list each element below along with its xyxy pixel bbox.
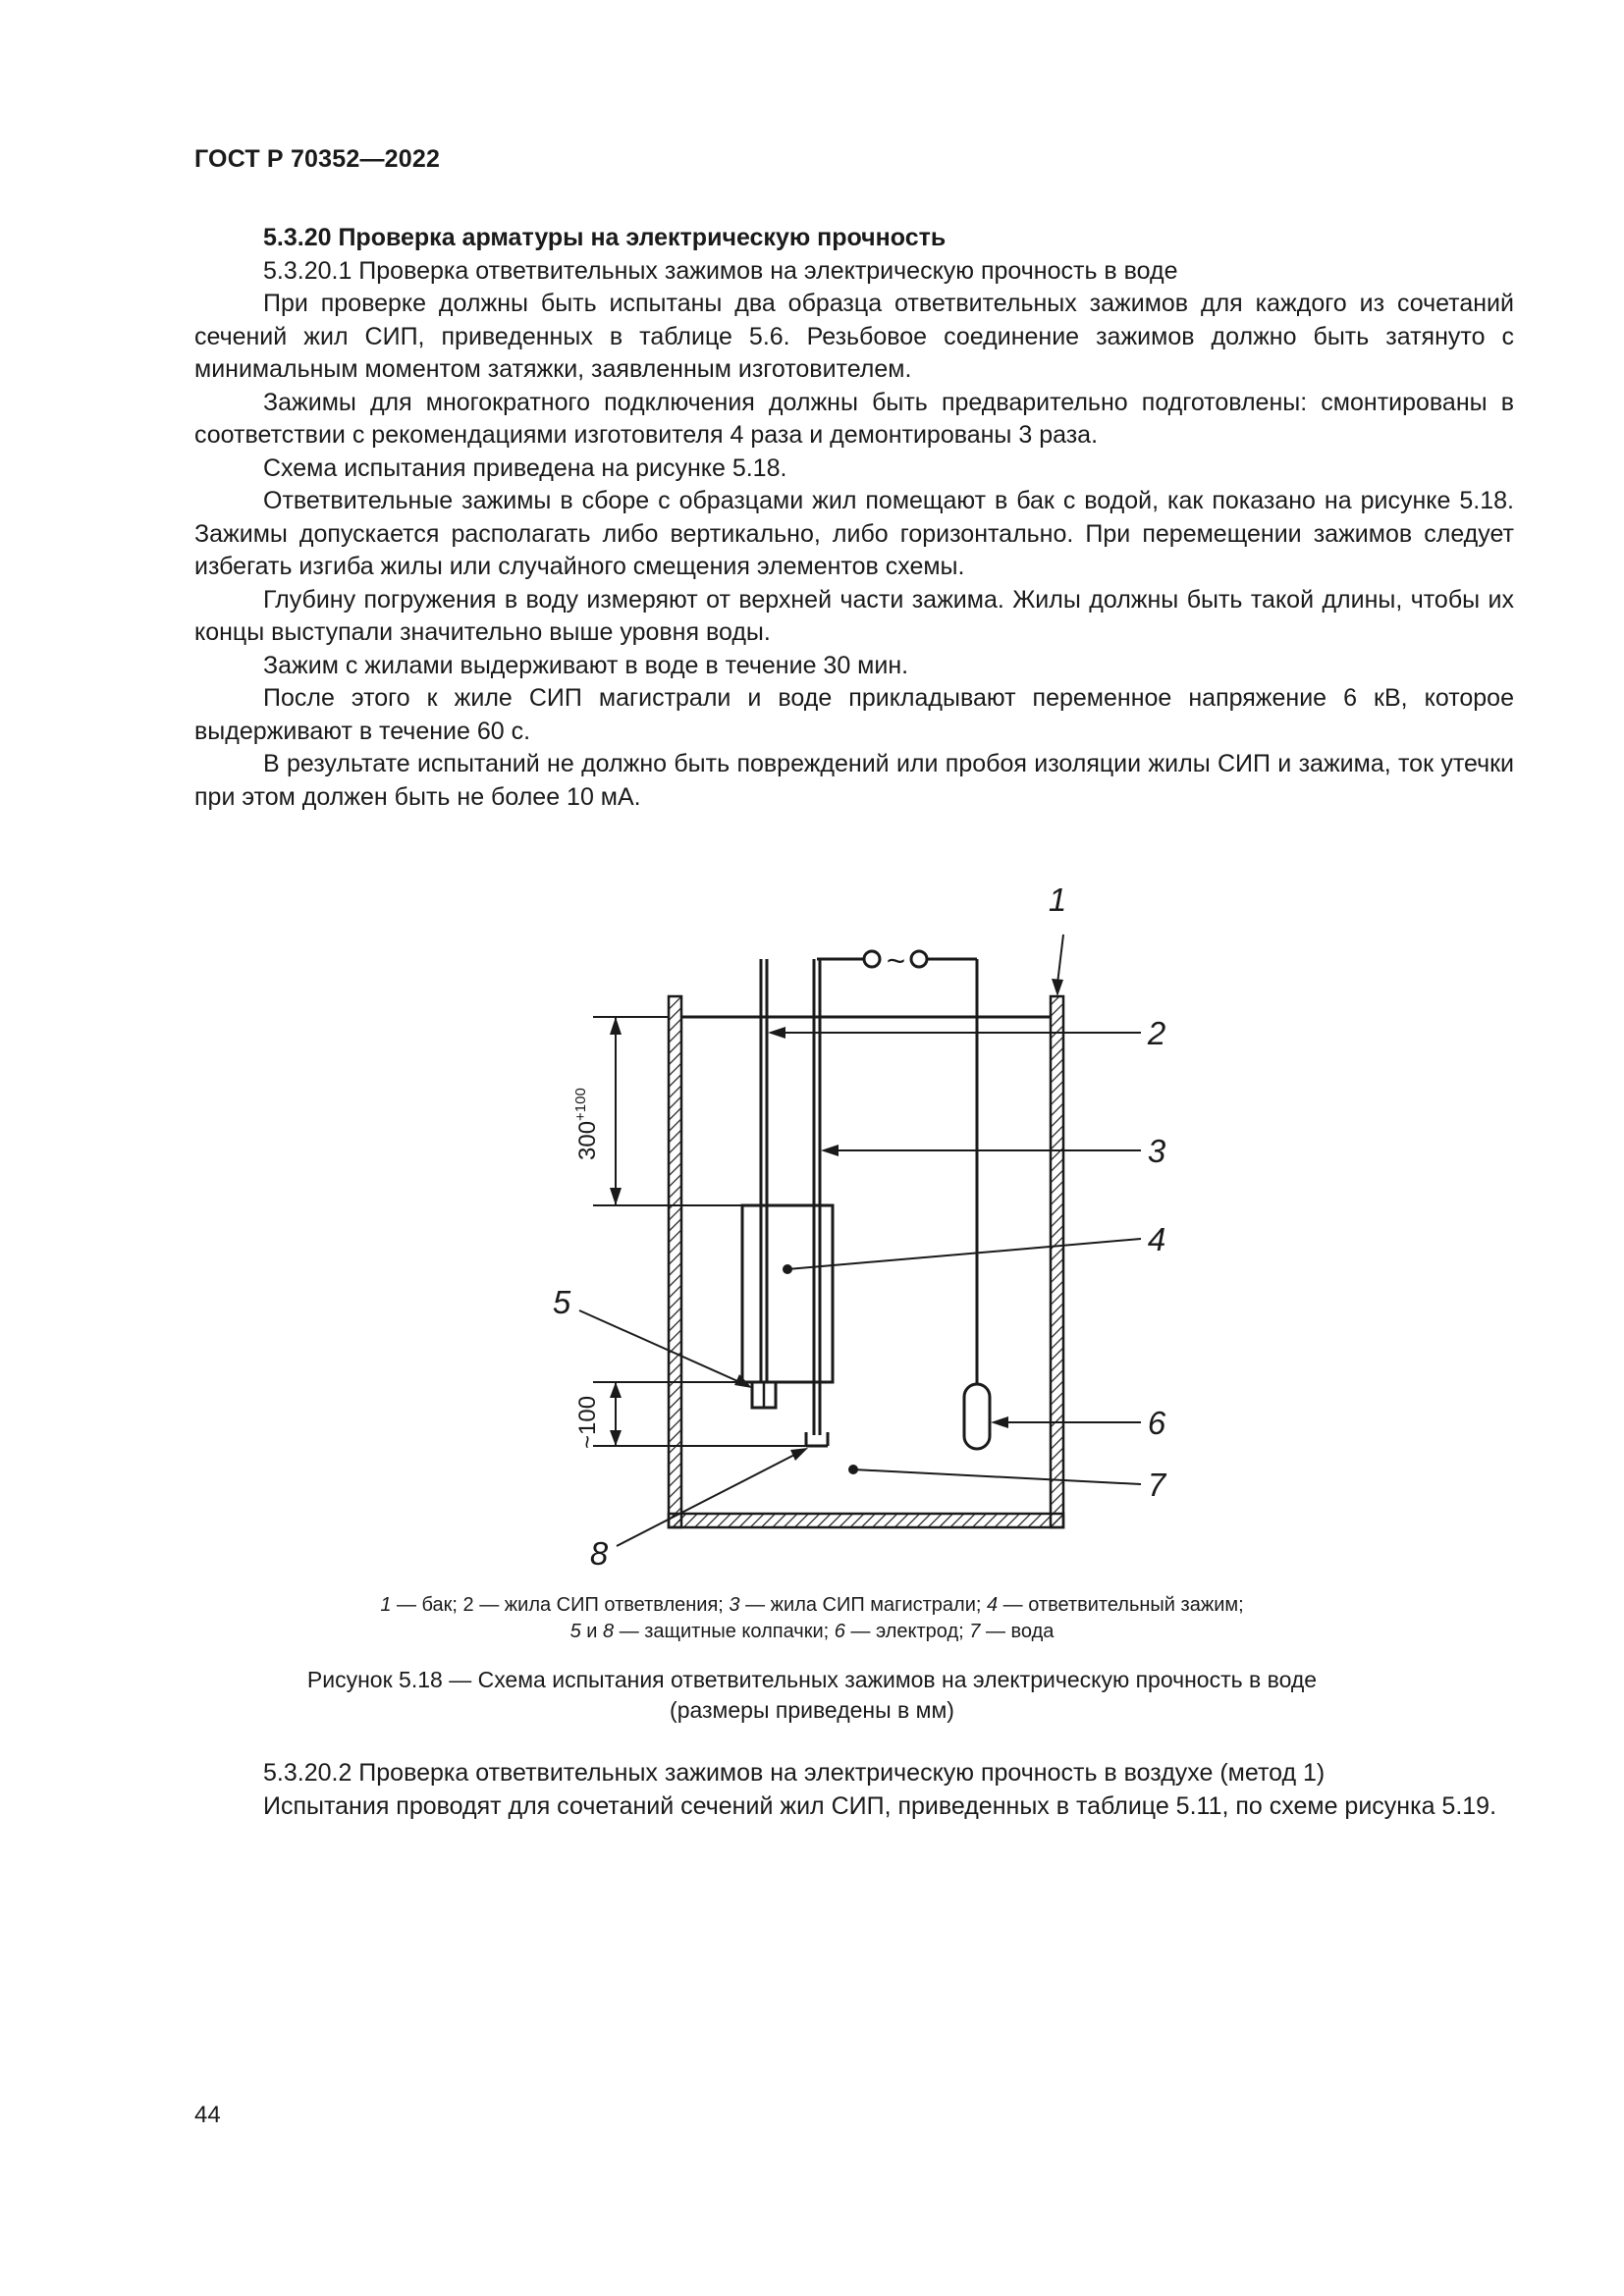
branch-clamp (742, 1205, 833, 1382)
legend-text: — электрод; (844, 1621, 970, 1642)
paragraph: При проверке должны быть испытаны два образца ответвительных зажимов для каждого из сочетаний сечений жил СИП, приведенных в таблице 5.6. Резьбовое соединение зажимов должно быть затянуто с минимальным моментом затяжки, заявленным изготовителем. (194, 290, 1514, 383)
tank (669, 996, 1063, 1527)
callout-1: 1 (1048, 881, 1067, 918)
legend-line-2 (245, 1619, 1379, 1645)
dimension-top (572, 1017, 742, 1205)
paragraph: 5.3.20.1 Проверка ответвительных зажимов на электрическую прочность в воде (263, 256, 1178, 285)
water-marker-dot (848, 1465, 858, 1474)
callout-4: 4 (1147, 1221, 1166, 1257)
legend-text: — ответвительный зажим; (998, 1594, 1244, 1616)
legend-num: 8 (603, 1621, 615, 1642)
section-text-2 (194, 1757, 1514, 1823)
legend-line-1 (245, 1592, 1379, 1619)
legend-num: 1 (380, 1594, 392, 1616)
figure-caption (245, 1665, 1379, 1726)
clamp-marker-dot (783, 1264, 792, 1274)
caption-units-note: (размеры приведены в мм) (670, 1697, 954, 1723)
paragraph: Зажимы для многократного подключения должны быть предварительно подготовлены: смонтированы в соответствии с рекомендациями изготовителя 4 раза и демонтированы 3 раза. (194, 388, 1514, 449)
protective-cap-8 (806, 1432, 828, 1446)
callout-6: 6 (1147, 1405, 1166, 1441)
paragraph: 5.3.20.2 Проверка ответвительных зажимов на электрическую прочность в воздухе (метод 1) (263, 1759, 1326, 1787)
tank-left-wall (669, 996, 681, 1527)
legend-text: и (580, 1621, 604, 1642)
paragraph: Зажим с жилами выдерживают в воде в течение 30 мин. (263, 651, 909, 679)
document-header: ГОСТ Р 70352—2022 (194, 145, 441, 173)
legend-num: 5 (569, 1621, 581, 1642)
legend-text: — жила СИП магистрали; (739, 1594, 987, 1616)
legend-num: 3 (729, 1594, 740, 1616)
page-number: 44 (194, 2102, 221, 2128)
callout-3: 3 (1147, 1133, 1166, 1169)
leader-lines (579, 934, 1141, 1546)
dimension-bottom-value: ~100 (574, 1395, 601, 1449)
callout-5: 5 (552, 1284, 571, 1320)
callout-8: 8 (589, 1535, 609, 1572)
paragraph: Глубину погружения в воду измеряют от верхней части зажима. Жилы должны быть такой длины, чтобы их концы выступали значительно выше уровня воды. (194, 585, 1514, 646)
paragraph: Ответвительные зажимы в сборе с образцами жил помещают в бак с водой, как показано на рисунке 5.18. Зажимы допускается располагать либо вертикально, либо горизонтально. При перемещении зажимов следует избегать изгиба жилы или случайного смещения элементов схемы. (194, 487, 1514, 580)
ac-source-circuit (817, 942, 977, 1385)
figure-legend (245, 1592, 1379, 1645)
caption-title: Рисунок 5.18 — Схема испытания ответвительных зажимов на электрическую прочность в воде (306, 1667, 1318, 1692)
callout-7: 7 (1147, 1467, 1166, 1503)
paragraph: Схема испытания приведена на рисунке 5.18. (263, 454, 787, 482)
legend-text: — защитные колпачки; (614, 1621, 835, 1642)
section-text (194, 222, 1514, 814)
callout-2: 2 (1147, 1015, 1166, 1051)
legend-text: — бак; 2 — жила СИП ответвления; (391, 1594, 730, 1616)
tank-bottom (669, 1514, 1063, 1527)
protective-cap-5 (752, 1382, 776, 1408)
legend-text: — вода (980, 1621, 1055, 1642)
dimension-top-value: 300 (574, 1120, 601, 1160)
legend-num: 6 (834, 1621, 845, 1642)
section-heading: 5.3.20 Проверка арматуры на электрическую прочность (263, 224, 947, 251)
source-terminal-right (911, 951, 927, 967)
dimension-top-tolerance: +100 (572, 1088, 589, 1121)
trunk-core (814, 959, 820, 1435)
legend-num: 7 (969, 1621, 981, 1642)
paragraph: В результате испытаний не должно быть повреждений или пробоя изоляции жилы СИП и зажима, ток утечки при этом должен быть не более 10 мА. (194, 750, 1514, 811)
branch-core (761, 959, 767, 1381)
legend-num: 4 (987, 1594, 999, 1616)
ac-source-symbol: ~ (886, 942, 905, 979)
svg-text:300+100 (572, 1088, 601, 1160)
tank-right-wall (1051, 996, 1063, 1527)
electrode (964, 1384, 990, 1449)
paragraph: Испытания проводят для сочетаний сечений жил СИП, приведенных в таблице 5.11, по схеме рисунка 5.19. (263, 1791, 1497, 1820)
dimension-bottom (574, 1382, 806, 1449)
paragraph: После этого к жиле СИП магистрали и воде прикладывают переменное напряжение 6 кВ, которое выдерживают в течение 60 с. (194, 684, 1514, 745)
source-terminal-left (864, 951, 880, 967)
